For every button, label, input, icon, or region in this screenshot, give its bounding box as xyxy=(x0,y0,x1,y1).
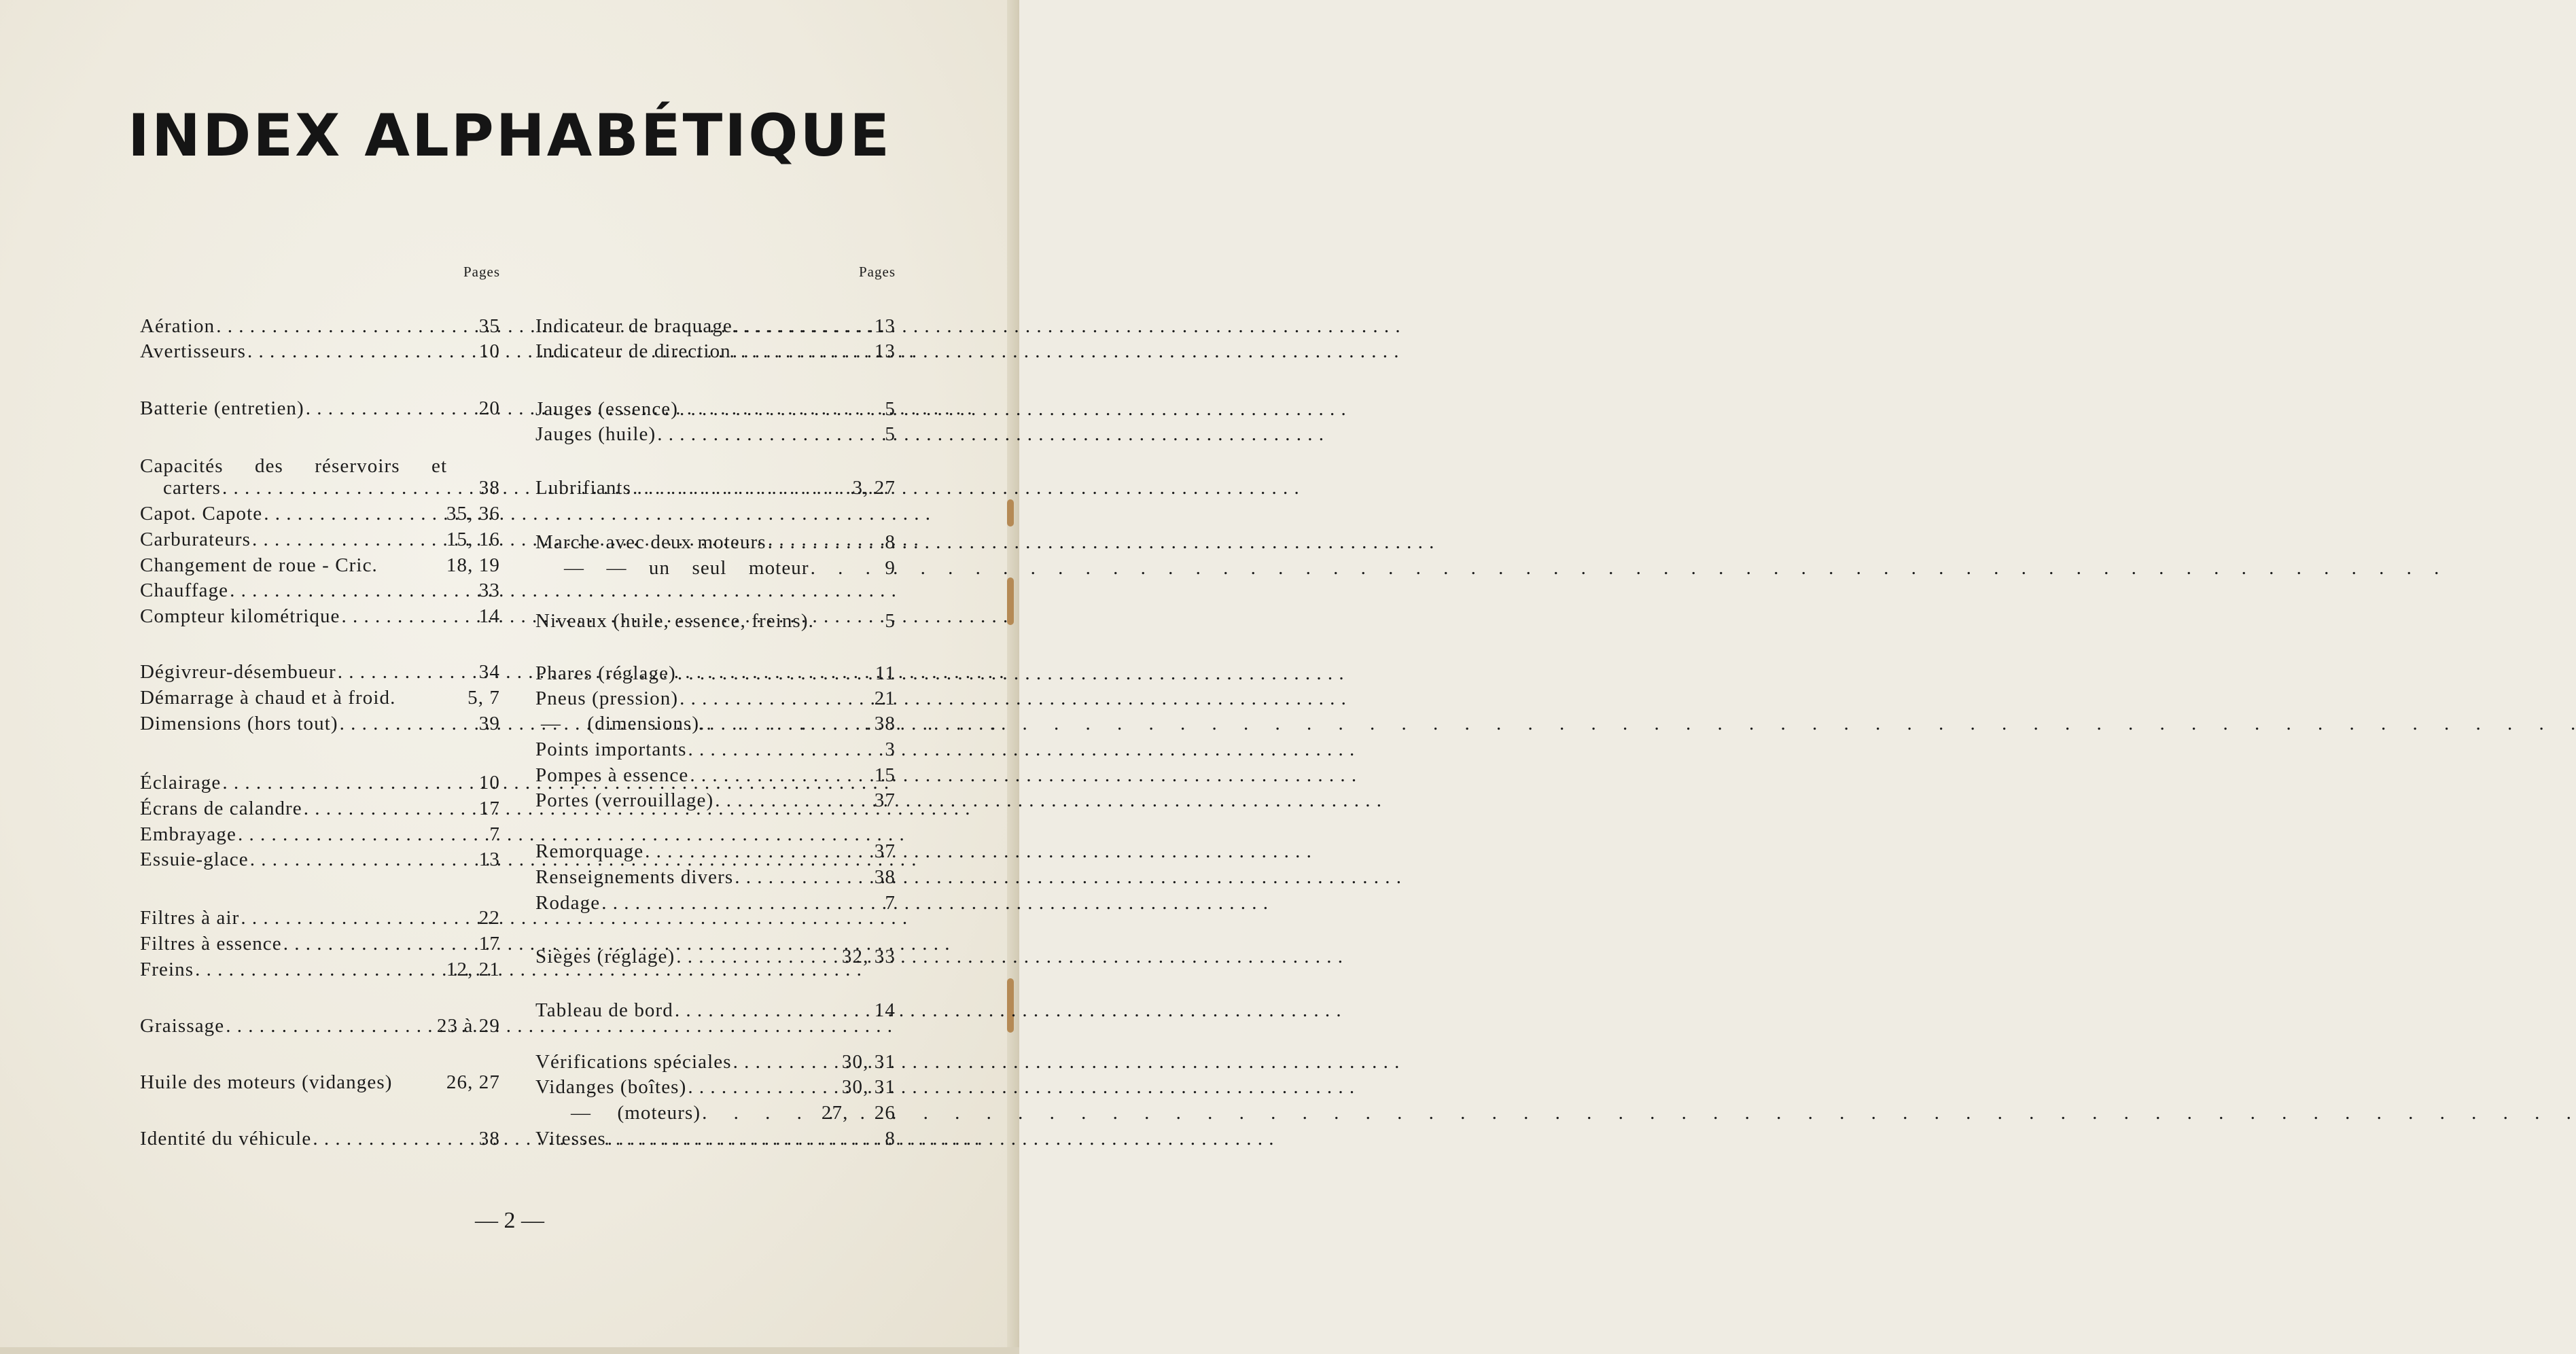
pages-heading-left: Pages xyxy=(463,264,500,280)
index-entry: Aération . . . 35 xyxy=(140,314,500,338)
index-entry: Vérifications spéciales . . . 30, 31 xyxy=(535,1050,896,1074)
index-entry: Identité du véhicule . . . 38 xyxy=(140,1126,500,1151)
page-title: INDEX ALPHABÉTIQUE xyxy=(128,102,892,170)
index-entry: Points importants . . . 3 xyxy=(535,737,896,762)
index-entry: Jauges (huile) . . . 5 xyxy=(535,422,896,446)
index-entry: Graissage . . . 23 à 29 xyxy=(140,1014,500,1038)
index-entry: Sièges (réglage) . . . 32, 33 xyxy=(535,944,896,969)
index-entry: Batterie (entretien) . . . 20 xyxy=(140,396,500,421)
index-entry: Pompes à essence . . . 15 xyxy=(535,763,896,787)
index-entry: Lubrifiants . . . 3, 27 xyxy=(535,476,896,500)
index-entry: Embrayage . . . 7 xyxy=(140,822,500,847)
index-entry: Filtres à essence . . . 17 xyxy=(140,931,500,956)
index-entry: Éclairage . . . 10 xyxy=(140,770,500,795)
binding-mark xyxy=(1007,499,1014,527)
index-entry: Pneus (pression) . . . 21 xyxy=(535,686,896,711)
index-entry: Écrans de calandre . . . 17 xyxy=(140,796,500,821)
index-entry: Jauges (essence) . . . 5 xyxy=(535,397,896,421)
index-entry: Indicateur de direction . . . 13 xyxy=(535,339,896,363)
index-entry: Portes (verrouillage) . . . 37 xyxy=(535,788,896,813)
index-entry: — (dimensions). . . . 38 xyxy=(535,711,896,736)
index-entry: Renseignements divers . . . 38 xyxy=(535,865,896,889)
index-entry: Démarrage à chaud et à froid. 5, 7 xyxy=(140,687,500,709)
page-bottom-edge xyxy=(0,1347,1019,1354)
index-entry: Vidanges (boîtes) . . . 30, 31 xyxy=(535,1075,896,1099)
index-entry: Dégivreur-désembueur . . . 34 xyxy=(140,660,500,684)
index-entry: Phares (réglage) . . . 11 xyxy=(535,661,896,685)
index-entry: Filtres à air . . . 22 xyxy=(140,906,500,930)
index-entry: Carburateurs . . . 15, 16 xyxy=(140,527,500,552)
index-entry: — — un seul moteur . . . 9 xyxy=(535,556,896,580)
index-entry: Chauffage . . . 33 xyxy=(140,578,500,603)
index-entry: Changement de roue - Cric. 18, 19 xyxy=(140,554,500,576)
index-entry: Rodage . . . 7 xyxy=(535,891,896,915)
index-entry: Remorquage . . . 37 xyxy=(535,839,896,863)
index-entry: Compteur kilométrique . . . 14 xyxy=(140,604,500,628)
index-entry: Huile des moteurs (vidanges) 26, 27 xyxy=(140,1071,500,1093)
index-entry: Capacités des réservoirs et xyxy=(140,455,448,477)
index-entry: Dimensions (hors tout) . . . 39 xyxy=(140,711,500,736)
index-entry: carters . . . 38 xyxy=(140,476,500,500)
index-entry: Vitesses . . . 8 xyxy=(535,1126,896,1151)
index-entry: — (moteurs) . . . 27, 26 xyxy=(535,1101,896,1125)
pages-heading-right: Pages xyxy=(859,264,896,280)
index-entry: Tableau de bord . . . 14 xyxy=(535,998,896,1022)
index-entry: Avertisseurs . . . 10 xyxy=(140,339,500,363)
index-entry: Niveaux (huile, essence, freins). 5 xyxy=(535,610,896,632)
index-entry: Marche avec deux moteurs . . . 8 xyxy=(535,530,896,554)
index-entry: Capot. Capote . . . 35, 36 xyxy=(140,501,500,526)
index-entry: Essuie-glace . . . 13 xyxy=(140,847,500,872)
page-number: — 2 — xyxy=(475,1208,544,1233)
index-entry: Indicateur de braquage . . . 13 xyxy=(535,314,896,338)
index-entry: Freins . . . 12, 21 xyxy=(140,957,500,982)
